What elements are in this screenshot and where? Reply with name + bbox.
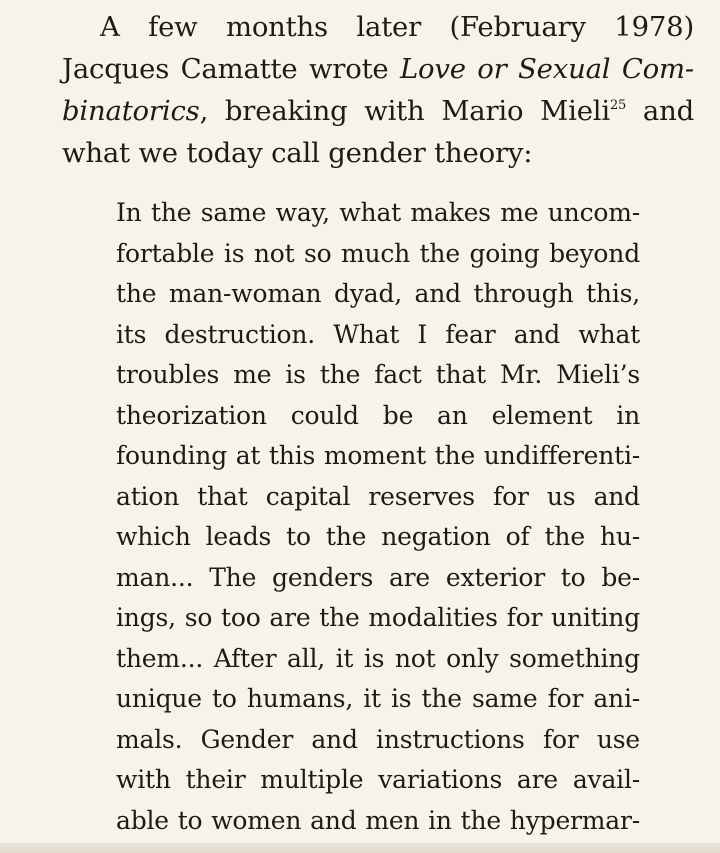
- intro-line-1: A few months later (February 1978): [100, 11, 694, 43]
- quote-line: founding at this moment the undifferenti-: [116, 441, 640, 470]
- quote-line: mals. Gender and instructions for use: [116, 724, 640, 754]
- quote-line: troubles me is the fact that Mr. Mieli’s: [116, 360, 640, 389]
- quote-line: ation that capital reserves for us and: [116, 481, 640, 511]
- quote-line: theorization could be an element in: [116, 400, 640, 430]
- intro-line-2: [62, 48, 694, 90]
- quote-line: able to women and men in the hypermar-: [116, 805, 640, 835]
- quote-line: unique to humans, it is the same for ani-: [116, 684, 640, 713]
- book-title-part-1: Love or Sexual Com-: [399, 53, 695, 85]
- quote-line: the man-woman dyad, and through this,: [116, 279, 640, 308]
- quote-line: which leads to the negation of the hu-: [116, 522, 640, 551]
- quote-line: fortable is not so much the going beyond: [116, 238, 640, 268]
- intro-line-3: [62, 90, 694, 132]
- block-quote: [116, 193, 640, 841]
- quote-line: them... After all, it is not only something: [116, 643, 640, 673]
- intro-line-3-text: , breaking with Mario Mieli: [199, 95, 610, 127]
- quote-line: with their multiple variations are avail-: [116, 765, 640, 794]
- quote-line: In the same way, what makes me uncom-: [116, 198, 640, 227]
- intro-line-3-end: and: [626, 95, 695, 127]
- quote-line: its destruction. What I fear and what: [116, 319, 640, 349]
- quote-line: ings, so too are the modalities for uniting: [116, 603, 640, 632]
- book-title-part-2: binatorics: [62, 95, 200, 127]
- intro-line-4: what we today call gender theory:: [62, 137, 533, 169]
- page-bottom-edge: [0, 843, 720, 853]
- footnote-marker[interactable]: 25: [609, 98, 627, 113]
- intro-line-2-text: Jacques Camatte wrote: [62, 53, 400, 85]
- quote-line: man... The genders are exterior to be-: [116, 562, 640, 592]
- intro-paragraph: [62, 6, 694, 174]
